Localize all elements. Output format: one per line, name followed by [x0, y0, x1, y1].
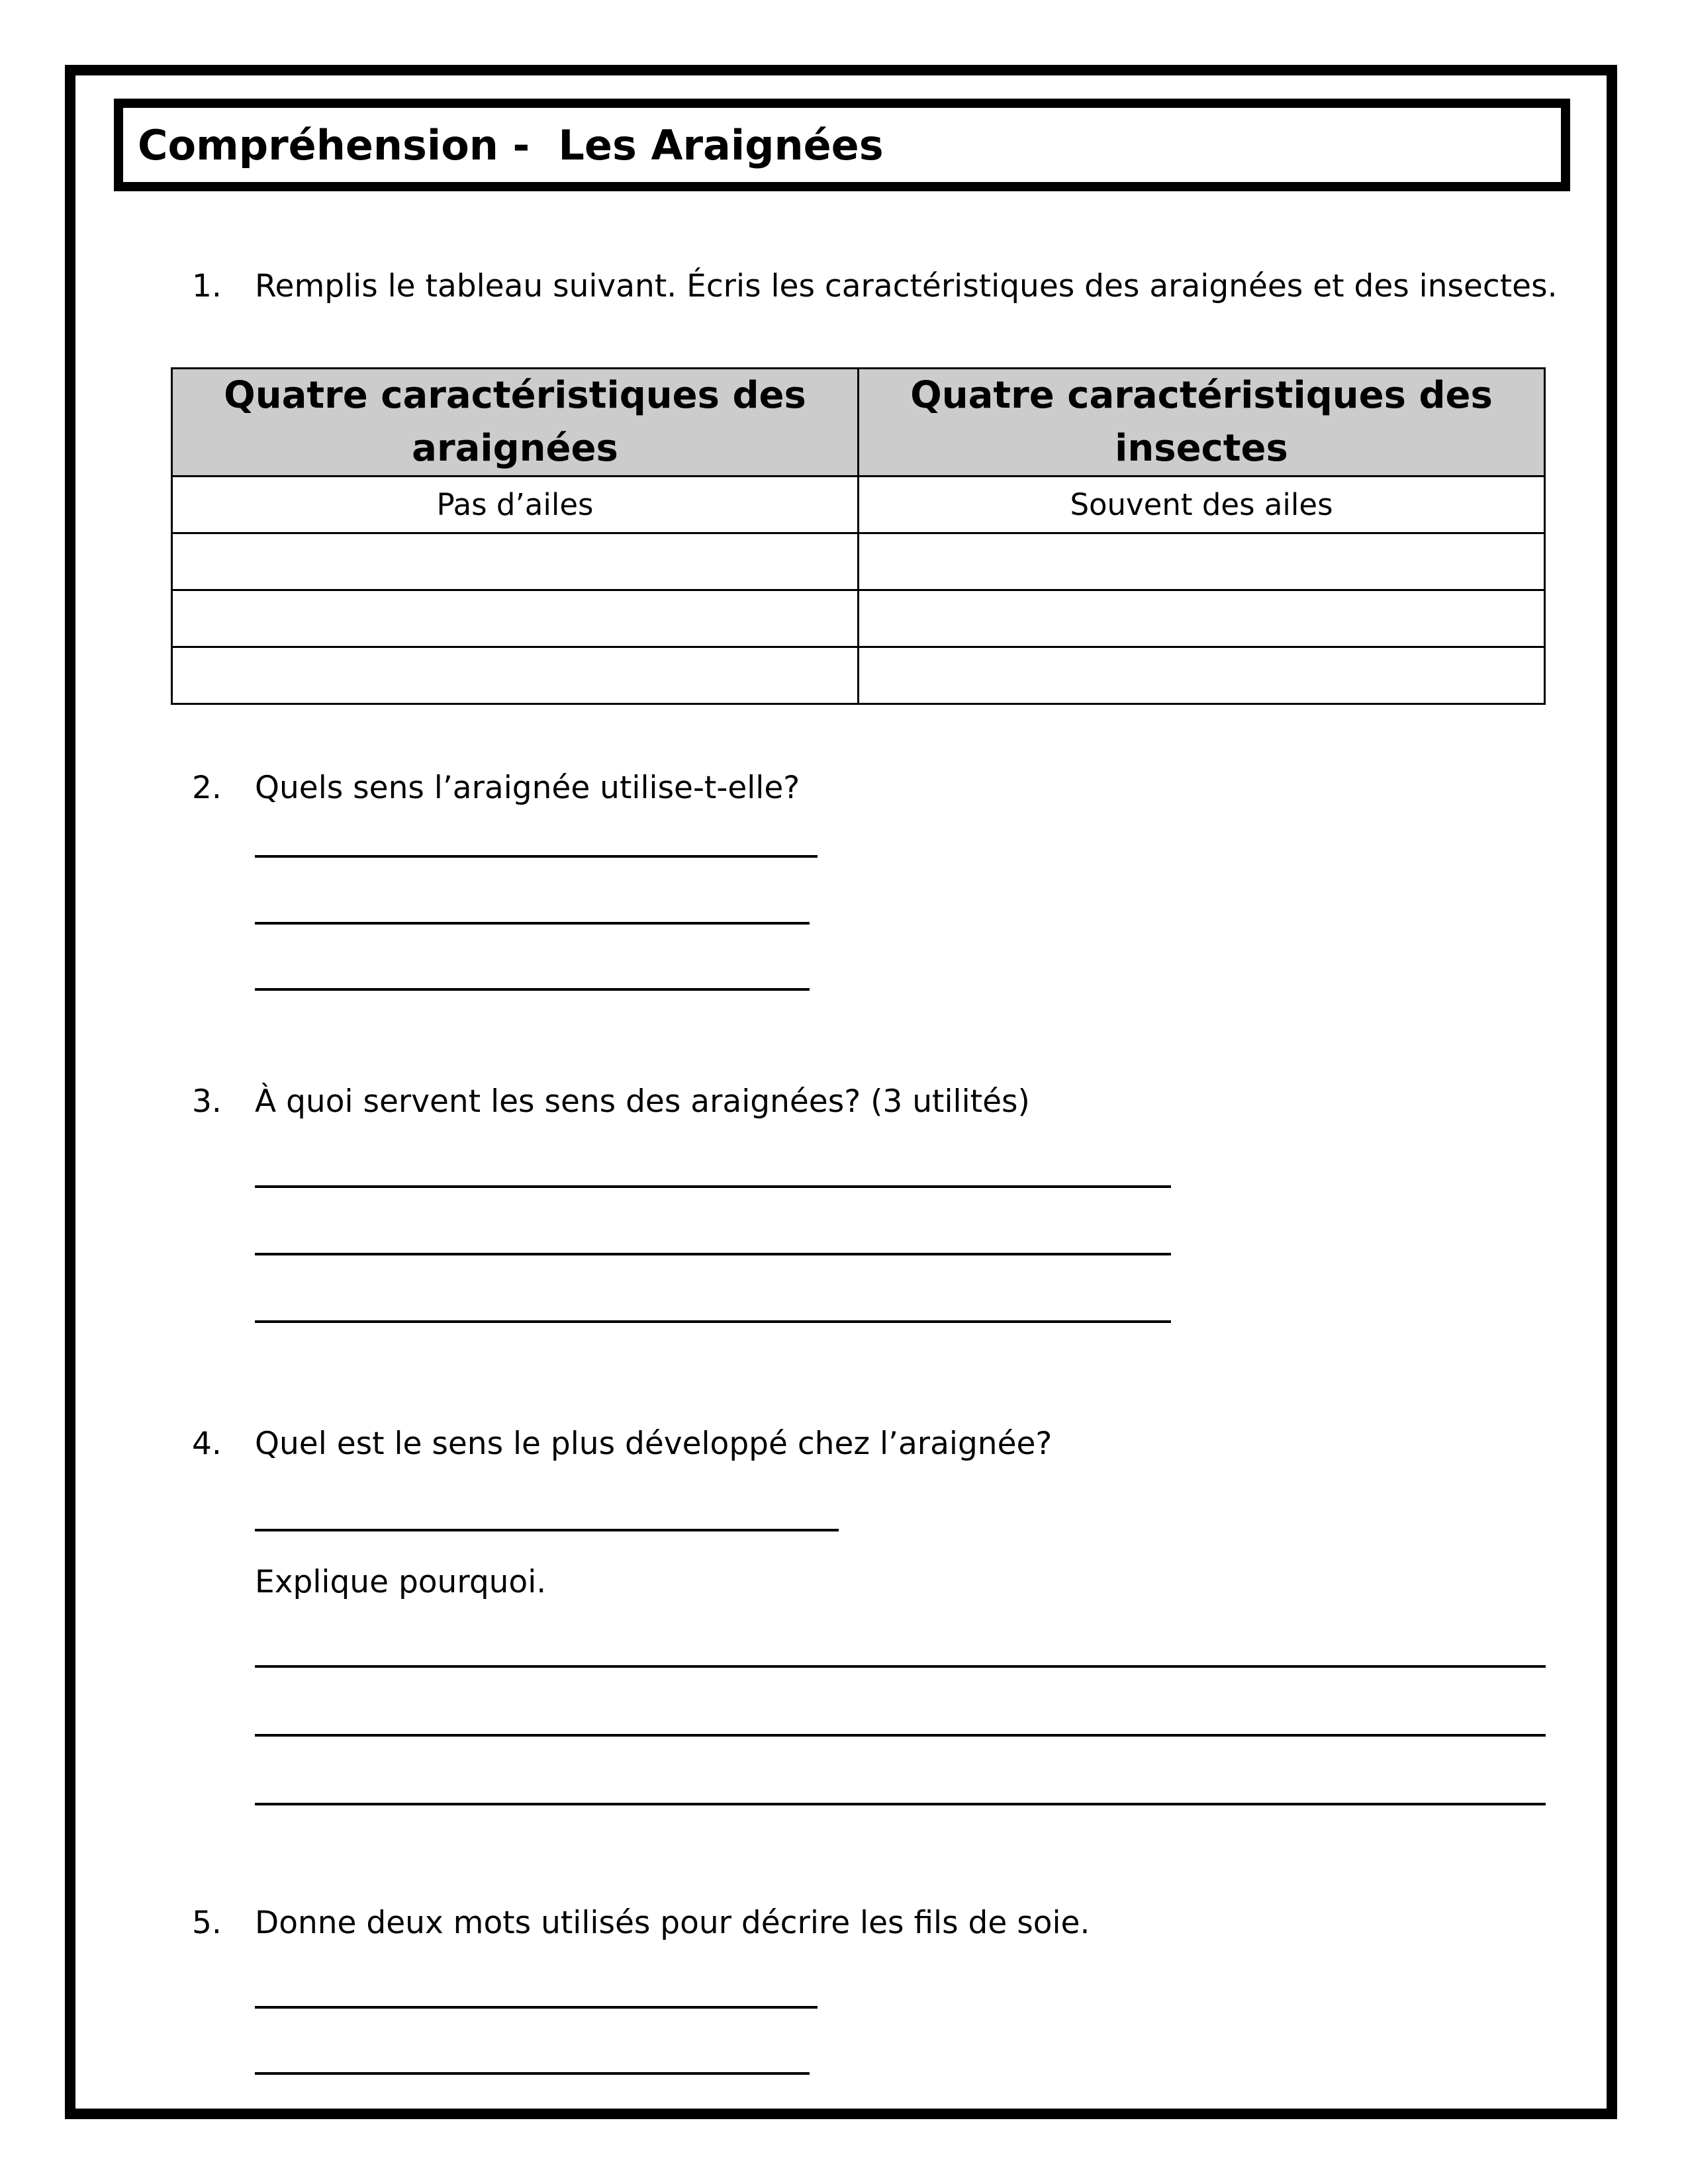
table-row [172, 477, 1545, 533]
table-row [172, 590, 1545, 647]
answer-line[interactable] [255, 1253, 1171, 1255]
table-row [172, 533, 1545, 590]
question-2-number: 2. [192, 770, 222, 806]
page-title: Compréhension - Les Araignées [138, 120, 884, 169]
answer-line[interactable] [255, 1734, 1546, 1737]
answer-line[interactable] [255, 2072, 810, 2075]
characteristics-table [171, 367, 1546, 705]
table-cell-spiders[interactable] [172, 590, 859, 647]
answer-line[interactable] [255, 1529, 839, 1531]
answer-line[interactable] [255, 922, 810, 925]
title-box [114, 99, 1570, 191]
table-cell-insects[interactable]: Souvent des ailes [859, 477, 1545, 533]
table-row [172, 647, 1545, 704]
question-2-text: Quels sens l’araignée utilise-t-elle? [255, 770, 800, 806]
question-5-text: Donne deux mots utilisés pour décrire les fils de soie. [255, 1905, 1090, 1941]
answer-line[interactable] [255, 1320, 1171, 1323]
table-cell-insects[interactable] [859, 533, 1545, 590]
answer-line[interactable] [255, 855, 818, 858]
question-4-number: 4. [192, 1426, 222, 1462]
question-1-number: 1. [192, 268, 222, 304]
question-1-text: Remplis le tableau suivant. Écris les caractéristiques des araignées et des insectes. [255, 268, 1558, 304]
table-cell-insects[interactable] [859, 590, 1545, 647]
table-header-row [172, 369, 1545, 477]
answer-line[interactable] [255, 2006, 818, 2009]
table-cell-insects[interactable] [859, 647, 1545, 704]
table-cell-spiders[interactable] [172, 533, 859, 590]
answer-line[interactable] [255, 1185, 1171, 1188]
table-cell-spiders[interactable] [172, 647, 859, 704]
table-header-spiders: Quatre caractéristiques des araignées [172, 369, 859, 477]
table-cell-spiders[interactable]: Pas d’ailes [172, 477, 859, 533]
question-4-followup: Explique pourquoi. [255, 1564, 547, 1600]
answer-line[interactable] [255, 1803, 1546, 1805]
answer-line[interactable] [255, 1665, 1546, 1668]
question-3-number: 3. [192, 1083, 222, 1120]
table-header-insects: Quatre caractéristiques des insectes [859, 369, 1545, 477]
question-4-text: Quel est le sens le plus développé chez l’araignée? [255, 1426, 1053, 1462]
question-5-number: 5. [192, 1905, 222, 1941]
question-3-text: À quoi servent les sens des araignées? (3 utilités) [255, 1083, 1030, 1120]
answer-line[interactable] [255, 988, 810, 991]
